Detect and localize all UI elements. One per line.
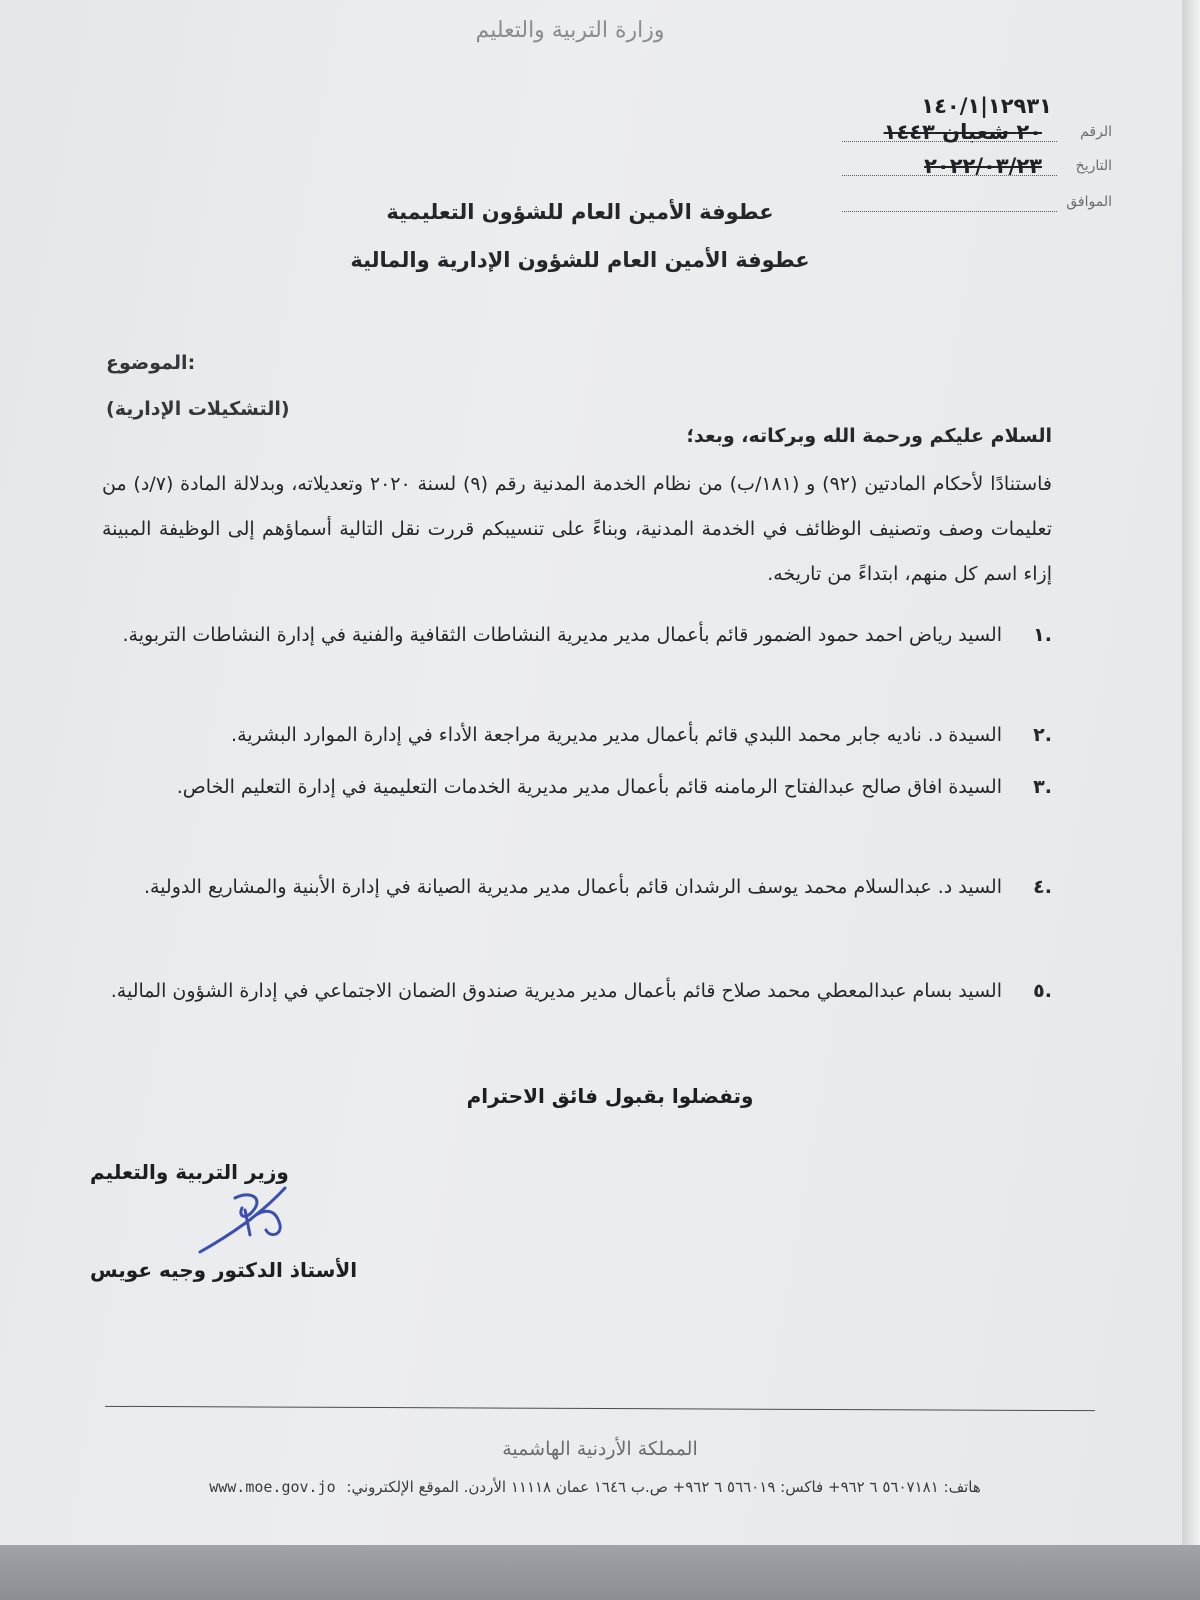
signatory-name: الأستاذ الدكتور وجيه عويس — [90, 1258, 358, 1282]
closing-line: وتفضلوا بقبول فائق الاحترام — [466, 1084, 754, 1108]
reference-number: ١٢٩٣١|١٤٠/١ — [921, 94, 1052, 118]
meta-field-number — [842, 116, 1112, 148]
list-text: السيدة د. ناديه جابر محمد اللبدي قائم بأعمال مدير مديرية مراجعة الأداء في إدارة الموارد البشرية. — [231, 724, 1002, 746]
list-number: .٣ — [1033, 776, 1052, 798]
meta-field-corresponding — [842, 186, 1112, 218]
greeting: السلام عليكم ورحمة الله وبركاته، وبعد؛ — [686, 425, 1052, 447]
signatory-title: وزير التربية والتعليم — [90, 1160, 289, 1184]
list-item — [102, 764, 1052, 811]
list-item — [102, 712, 1052, 759]
hijri-date-value: ٢٠ شعبان ١٤٤٣ — [883, 120, 1042, 144]
list-text: السيدة افاق صالح عبدالفتاح الرمامنه قائم بأعمال مدير مديرية الخدمات التعليمية في إدارة التعليم الخاص. — [176, 776, 1002, 798]
meta-label: الموافق — [1066, 194, 1112, 210]
meta-label: الرقم — [1080, 124, 1112, 140]
list-text: السيد رياض احمد حمود الضمور قائم بأعمال مدير مديرية النشاطات الثقافية والفنية في إدارة النشاطات التربوية. — [122, 624, 1002, 646]
gregorian-date-value: ٢٠٢٢/٠٣/٢٣ — [924, 154, 1042, 178]
list-number: .٢ — [1033, 724, 1052, 746]
footer-divider — [105, 1406, 1095, 1411]
ministry-logo: وزارة التربية والتعليم — [475, 18, 665, 43]
list-item — [102, 864, 1052, 911]
meta-field-date — [842, 150, 1112, 182]
footer-kingdom: المملكة الأردنية الهاشمية — [502, 1438, 698, 1460]
footer-contact-text: هاتف: ٥٦٠٧١٨١ ٦ ٩٦٢+ فاكس: ٥٦٦٠١٩ ٦ ٩٦٢+ ص.ب ١٦٤٦ عمان ١١١١٨ الأردن. الموقع الإلكتروني: — [346, 1478, 981, 1496]
footer-contact — [160, 1478, 1030, 1496]
list-number: .٥ — [1033, 980, 1052, 1002]
website-link[interactable]: www.moe.gov.jo — [209, 1478, 336, 1496]
background-surface — [0, 1545, 1200, 1600]
list-text: السيد د. عبدالسلام محمد يوسف الرشدان قائم بأعمال مدير مديرية الصيانة في إدارة الأبنية والمشاريع الدولية. — [143, 876, 1002, 898]
page-edge — [1182, 0, 1200, 1600]
intro-paragraph: فاستنادًا لأحكام المادتين (٩٢) و (١٨١/ب) من نظام الخدمة المدنية رقم (٩) لسنة ٢٠٢٠ وتعديلاته، وبدلالة المادة (٧/د) من تعليمات وصف وتصنيف الوظائف في الخدمة المدنية، وبناءً على تنسيبكم قررت نقل التالية أسماؤهم إلى الوظيفة المبينة إزاء اسم كل منهم، ابتداءً من تاريخه. — [102, 473, 1052, 585]
subject-value: (التشكيلات الإدارية) — [106, 398, 290, 420]
dotted-line — [842, 211, 1057, 212]
list-number: .٤ — [1033, 876, 1052, 898]
subject-label: الموضوع: — [106, 352, 196, 374]
list-item — [102, 612, 1052, 659]
handwritten-signature — [190, 1180, 310, 1260]
meta-label: التاريخ — [1075, 158, 1112, 174]
recipient-line: عطوفة الأمين العام للشؤون الإدارية والمالية — [350, 248, 810, 272]
list-text: السيد بسام عبدالمعطي محمد صلاح قائم بأعمال مدير مديرية صندوق الضمان الاجتماعي في إدارة الشؤون المالية. — [110, 980, 1002, 1002]
list-item — [102, 968, 1052, 1015]
recipient-line: عطوفة الأمين العام للشؤون التعليمية — [386, 200, 774, 224]
list-number: .١ — [1033, 624, 1052, 646]
